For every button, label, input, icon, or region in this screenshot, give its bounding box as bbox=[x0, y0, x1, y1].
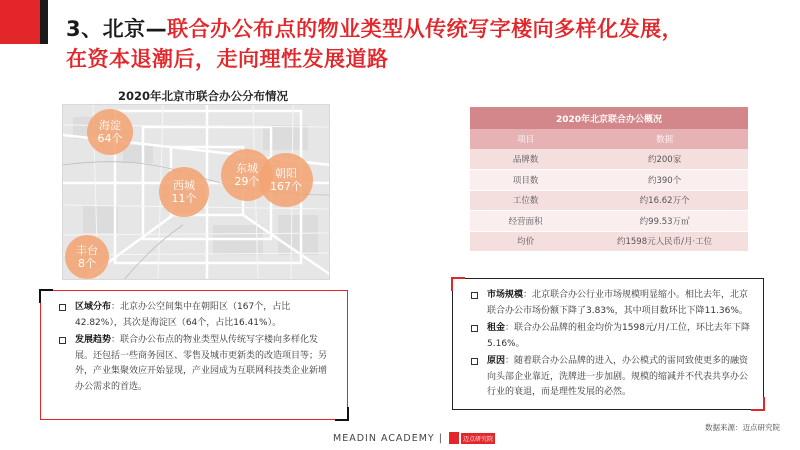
district-name: 丰台 bbox=[76, 244, 98, 257]
table-header-row bbox=[470, 129, 748, 149]
map-title: 2020年北京市联合办公分布情况 bbox=[118, 89, 289, 103]
title-line-1 bbox=[66, 14, 776, 44]
district-count: 29个 bbox=[234, 175, 260, 188]
row-value: 约1598元人民币/月·工位 bbox=[581, 231, 748, 252]
analysis-paragraph bbox=[55, 300, 335, 331]
table-row bbox=[470, 231, 748, 252]
paragraph-text: ：北京联合办公行业市场规模明显缩小。相比去年，北京联合办公市场份额下降了3.83%，其中项目数环比下降11.36%。 bbox=[487, 290, 749, 316]
district-analysis-box bbox=[40, 290, 348, 420]
paragraph-label: 租金 bbox=[487, 323, 506, 333]
table-row bbox=[470, 170, 748, 191]
square-bullet-icon bbox=[471, 358, 478, 365]
row-value: 约99.53万㎡ bbox=[581, 211, 748, 232]
district-bubble-xicheng bbox=[159, 167, 209, 217]
corner-bracket bbox=[451, 277, 465, 291]
footer-brand bbox=[333, 432, 495, 444]
district-name: 朝阳 bbox=[275, 167, 297, 180]
paragraph-text: ：联合办公品牌的租金均价为1598元/月/工位，环比去年下降5.16%。 bbox=[487, 323, 750, 349]
corner-bracket bbox=[39, 289, 53, 303]
district-bubble-chaoyang bbox=[259, 153, 313, 207]
district-name: 西城 bbox=[173, 179, 195, 192]
district-count: 64个 bbox=[97, 132, 123, 145]
square-bullet-icon bbox=[59, 304, 66, 311]
corner-bracket bbox=[751, 397, 765, 411]
analysis-paragraph bbox=[467, 321, 751, 352]
paragraph-text: ：随着联合办公品牌的进入，办公模式的雷同致使更多的融资向头部企业靠近，洗牌进一步加剧。规模的缩减并不代表共享办公行业的衰退，而是理性发展的必然。 bbox=[487, 356, 749, 397]
corner-logo-mark bbox=[0, 0, 58, 44]
district-count: 8个 bbox=[78, 257, 96, 270]
row-value: 约200家 bbox=[581, 149, 748, 170]
square-bullet-icon bbox=[471, 325, 478, 332]
row-value: 约390个 bbox=[581, 170, 748, 191]
paragraph-label: 市场规模 bbox=[487, 290, 524, 300]
data-source-note: 数据来源：迈点研究院 bbox=[705, 423, 780, 432]
slide-title bbox=[66, 14, 776, 74]
title-highlight: 联合办公布点的物业类型从传统写字楼向多样化发展， bbox=[167, 17, 684, 41]
paragraph-text: ：北京办公空间集中在朝阳区（167个，占比42.82%），其次是海淀区（64个，占比16.41%）。 bbox=[75, 302, 291, 328]
district-count: 167个 bbox=[270, 180, 302, 193]
column-header-value: 数据 bbox=[581, 129, 748, 149]
paragraph-label: 区域分布 bbox=[75, 302, 112, 312]
row-label: 品牌数 bbox=[470, 149, 581, 170]
analysis-paragraph bbox=[55, 333, 335, 395]
market-analysis-box bbox=[452, 278, 764, 410]
footer-brand-text: MEADIN ACADEMY | bbox=[333, 432, 443, 444]
district-bubble-fengtai bbox=[65, 235, 109, 279]
corner-black-stripe bbox=[40, 0, 48, 44]
corner-bracket bbox=[335, 407, 349, 421]
table-row bbox=[470, 211, 748, 232]
table-row bbox=[470, 149, 748, 170]
row-label: 经营面积 bbox=[470, 211, 581, 232]
table-caption-row bbox=[470, 107, 748, 129]
square-bullet-icon bbox=[59, 337, 66, 344]
table-row bbox=[470, 190, 748, 211]
paragraph-label: 原因 bbox=[487, 356, 506, 366]
analysis-paragraph bbox=[467, 288, 751, 319]
district-name: 东城 bbox=[236, 162, 258, 175]
title-line-2: 在资本退潮后，走向理性发展道路 bbox=[66, 47, 389, 71]
row-label: 工位数 bbox=[470, 190, 581, 211]
overview-table bbox=[470, 107, 748, 252]
title-prefix: 3、北京— bbox=[66, 17, 168, 41]
column-header-item: 项目 bbox=[470, 129, 581, 149]
district-count: 11个 bbox=[171, 192, 197, 205]
square-bullet-icon bbox=[471, 292, 478, 299]
paragraph-label: 发展趋势 bbox=[75, 335, 112, 345]
district-name: 海淀 bbox=[99, 119, 121, 132]
district-bubble-haidian bbox=[87, 109, 133, 155]
row-label: 项目数 bbox=[470, 170, 581, 191]
table-caption: 2020年北京联合办公概况 bbox=[470, 107, 748, 129]
row-value: 约16.62万个 bbox=[581, 190, 748, 211]
district-map bbox=[62, 104, 330, 280]
meadin-logo-icon bbox=[449, 432, 495, 444]
logo-text: 迈点研究院 bbox=[461, 433, 495, 444]
paragraph-text: ：联合办公布点的物业类型从传统写字楼向多样化发展。还包括一些商务园区、零售及城市更新类的改造项目等；另外，产业集聚效应开始显现，产业园成为互联网科技类企业新增办公需求的首选。 bbox=[75, 335, 328, 392]
analysis-paragraph bbox=[467, 354, 751, 401]
corner-red-block bbox=[0, 0, 40, 44]
logo-mark bbox=[449, 432, 459, 444]
row-label: 均价 bbox=[470, 231, 581, 252]
